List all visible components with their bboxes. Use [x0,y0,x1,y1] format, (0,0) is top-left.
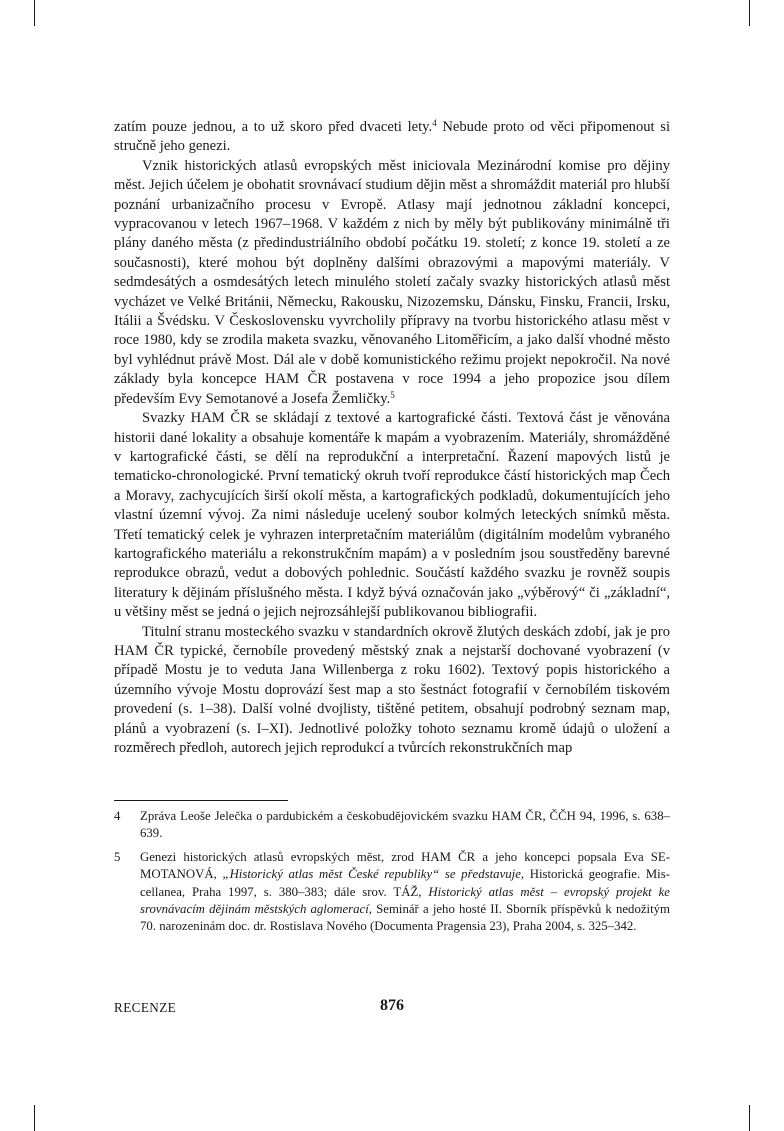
body-text [114,118,670,758]
text-run: zatím pouze jednou, a to už skoro před dvaceti lety. [114,119,433,135]
footnote [114,849,670,936]
paragraph [114,118,670,157]
footnote-ref: 5 [390,389,395,400]
text-run: Nebude proto od věci připomenout si stručně jeho genezi. [114,119,670,155]
footnote [114,808,670,843]
text-run: Seminář a jeho hosté II. Sborník příspěvků k nedožitým 70. narozeninám doc. dr. Rostislava Nového (Documenta Pragensia 23), Praha 2004, s. 325–342. [140,902,670,934]
footnote-separator [114,800,288,801]
footnotes [114,808,670,942]
text-run: Historická geografie. Miscellanea, Praha 1997, s. 380–383; dále srov. TÁŽ, [140,867,670,899]
text-run: Vznik historických atlasů evropských měst iniciovala Mezinárodní komise pro dějiny měst. Jejich účelem je obohatit srovnávací studium dějin měst a shromáždit materiál pro hlubší poznání urbanizačního procesu v Evropě. Atlasy mají jednotnou základní koncepci, vypracovanou v letech 1967–1968. V každém z nich by měly být publikovány minimálně tři plány daného města (z předindustriálního období počátku 19. století; z konce 19. století a ze současnosti), které mohou být doplněny dalšími obrazovými a mapovými materiály. V sedmdesátých a osmdesátých letech minulého století začaly svazky historických atlasů měst vycházet ve Velké Británii, Německu, Rakousku, Nizozemsku, Dánsku, Finsku, Francii, Irsku, Itálii a Švédsku. V Československu vyvrcholily přípravy na tvorbu historického atlasu měst v roce 1980, kdy se zrodila maketa svazku, věnovaného Litoměřicím, a jako další vhodné město byl vyhlédnut právě Most. Dál ale v době komunistického režimu projekt nepokročil. Na nové základy byla koncepce HAM ČR postavena v roce 1994 a jeho propozice jsou dílem především Evy Semotanové a Josefa Žemličky. [114,157,670,407]
text-run: Titulní stranu mosteckého svazku v standardních okrově žlutých deskách zdobí, jak je pro HAM ČR typické, černobíle provedený městský znak a nejstarší dochované vyobrazení (v případě Mostu je to veduta Jana Willenberga z roku 1602). Textový popis historického a územního vývoje Mostu doprovází šest map a sto šestnáct fotografií v černobílém tiskovém provedení (s. 1–38). Další volné dvojlisty, tištěné petitem, obsahují podrobný seznam map, plánů a vyobrazení (s. I–XI). Jednotlivé položky tohoto seznamu kromě údajů o uložení a rozměrech předloh, autorech jejich reprodukcí a tvůrcích rekonstrukčních map [114,623,670,756]
paragraph [114,623,670,759]
crop-mark-top-right [749,0,750,26]
footnote-ref: 4 [432,118,437,128]
text-run: Svazky HAM ČR se skládají z textové a kartografické části. Textová část je věnována historii dané lokality a obsahuje komentáře k mapám a vyobrazením. Materiály, shromážděné v kartografické části, se dělí na reprodukční a interpretační. Řazení mapových listů je tematicko-chronologické. První tematický okruh tvoří reprodukce částí historických map Čech a Moravy, zachycujících širší okolí města, a kartografických podkladů, dokumentujících jeho vlastní územní vývoj. Za nimi následuje ucelený soubor kolmých leteckých snímků města. Třetí tematický celek je vyhrazen interpretačním materiálům (digitálním modelům vybraného kartografického materiálu a rekonstrukčním mapám) a v posledním jsou soustředěny barevné reprodukce obrazů, vedut a dobových pohlednic. Součástí každého svazku je rovněž soupis literatury k dějinám příslušného města. I když bývá označován jako „výběrový“ či „základní“, u většiny měst se jedná o jejich nejrozsáhlejší publikovanou bibliografii. [114,410,670,621]
text-run: Genezi historických atlasů evropských měst, zrod HAM ČR a jeho koncepci popsala Eva SEMOTANOVÁ, [140,849,670,882]
footnote-number: 4 [114,809,121,823]
crop-mark-bottom-left [34,1105,35,1131]
paragraph [114,409,670,622]
footnote-number: 5 [114,849,121,864]
crop-mark-top-left [34,0,35,26]
crop-mark-bottom-right [749,1105,750,1131]
footnote-text [140,849,670,936]
page-number: 876 [380,997,404,1014]
paragraph [114,157,670,409]
section-label: RECENZE [114,1000,177,1015]
footnote-text [140,808,670,843]
text-run: Zpráva Leoše Jelečka o pardubickém a českobudějovickém svazku HAM ČR, ČČH 94, 1996, s. 638–639. [140,809,670,841]
italic-title: Historický atlas měst – evropský projekt ke srovnávacím dějinám městských aglomerací, [140,884,670,917]
italic-title: „Historický atlas měst České republiky“ se představuje, [222,867,525,882]
